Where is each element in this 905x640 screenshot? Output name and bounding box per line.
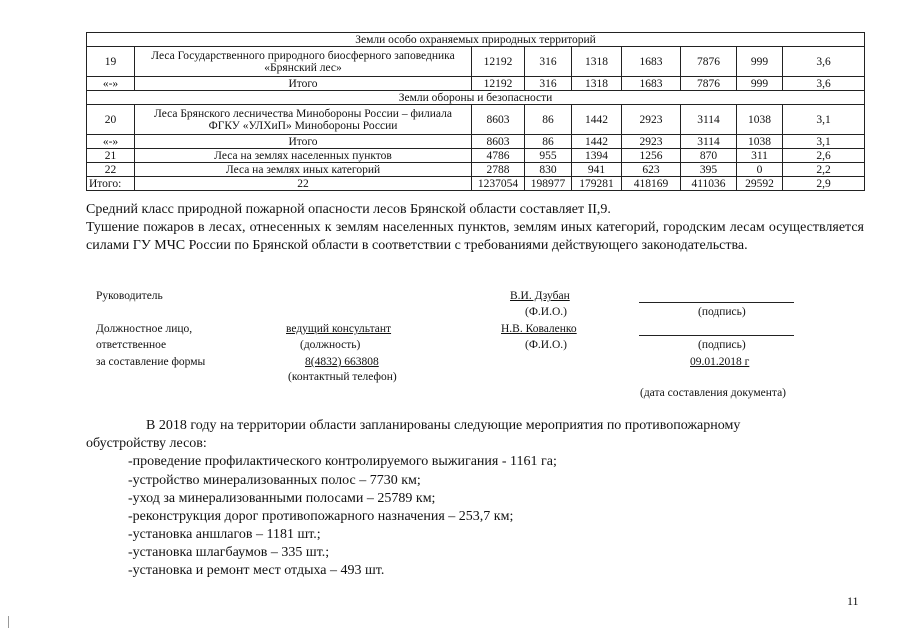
list-item: -устройство минерализованных полос – 7730 км; [128,473,421,488]
row-number: «-» [87,135,135,149]
extinguishing-text: Тушение пожаров в лесах, отнесенных к землям населенных пунктов, землям иных категорий, городским лесам осуществляется силами ГУ МЧС России по Брянской области в соответствии с требованиями действующего законодательства. [86,220,864,253]
list-item: -установка аншлагов – 1181 шт.; [128,527,321,542]
row-name: Леса на землях иных категорий [135,163,472,177]
head-fio-label: (Ф.И.О.) [525,306,567,318]
cell: 3114 [681,135,737,149]
cell: 870 [681,149,737,163]
official-position: ведущий консультант [286,323,392,335]
cell: 1442 [572,135,622,149]
list-item: -установка и ремонт мест отдыха – 493 шт. [128,563,385,578]
cell: 198977 [525,177,572,191]
row-number: 20 [87,105,135,135]
cell: 1256 [622,149,681,163]
row-number: 21 [87,149,135,163]
cell: 955 [525,149,572,163]
table-row [87,105,865,135]
document-date: 09.01.2018 г [690,356,750,368]
cell: 2,6 [783,149,865,163]
forest-fire-table [86,32,865,191]
cell: 3,6 [783,47,865,77]
cell: 2,9 [783,177,865,191]
official-name: Н.В. Коваленко [501,323,577,335]
official-label-line3: за составление формы [96,356,206,368]
cell: 86 [525,105,572,135]
cell: 7876 [681,77,737,91]
cell: 8603 [472,135,525,149]
official-label-line1: Должностное лицо, [96,323,193,335]
row-name: Леса на землях населенных пунктов [135,149,472,163]
cell: 1237054 [472,177,525,191]
cell: 395 [681,163,737,177]
cell: 1683 [622,47,681,77]
cell: 316 [525,77,572,91]
cell: 4786 [472,149,525,163]
cell: 1442 [572,105,622,135]
avg-class-text: Средний класс природной пожарной опасности лесов Брянской области составляет II,9. [86,202,611,217]
cell: 999 [737,47,783,77]
row-name: 22 [135,177,472,191]
row-name: Итого [135,77,472,91]
cell: 411036 [681,177,737,191]
plans-intro-line2: обустройству лесов: [86,436,207,451]
cell: 179281 [572,177,622,191]
cell: 999 [737,77,783,91]
table-row [87,135,865,149]
phone-label: (контактный телефон) [288,371,397,383]
table-total-row [87,177,865,191]
head-name: В.И. Дзубан [510,290,570,302]
row-number: «-» [87,77,135,91]
section-header-row [87,91,865,105]
cell: 29592 [737,177,783,191]
cell: 3,1 [783,135,865,149]
cell: 623 [622,163,681,177]
official-sign-label: (подпись) [698,339,746,351]
cell: 1038 [737,135,783,149]
section-title: Земли обороны и безопасности [87,91,865,105]
row-number: Итого: [87,177,135,191]
cell: 830 [525,163,572,177]
contact-phone: 8(4832) 663808 [305,356,379,368]
plans-intro-line1: В 2018 году на территории области запланированы следующие мероприятия по противопожарному [146,418,741,433]
cell: 311 [737,149,783,163]
table-row [87,77,865,91]
row-name: Леса Брянского лесничества Минобороны России – филиала ФГКУ «УЛХиП» Минобороны России [135,105,472,135]
cell: 1038 [737,105,783,135]
list-item: -проведение профилактического контролируемого выжигания - 1161 га; [128,454,557,469]
table-row [87,163,865,177]
row-name: Итого [135,135,472,149]
cell: 8603 [472,105,525,135]
official-signature-line [639,335,794,336]
official-fio-label: (Ф.И.О.) [525,339,567,351]
list-item: -установка шлагбаумов – 335 шт.; [128,545,330,560]
section-title: Земли особо охраняемых природных территорий [87,33,865,47]
cell: 418169 [622,177,681,191]
cell: 3114 [681,105,737,135]
cell: 2923 [622,135,681,149]
cell: 1683 [622,77,681,91]
cell: 941 [572,163,622,177]
position-label: (должность) [300,339,361,351]
cell: 12192 [472,47,525,77]
head-label: Руководитель [96,290,163,302]
scan-margin-mark [8,616,9,628]
row-name: Леса Государственного природного биосферного заповедника «Брянский лес» [135,47,472,77]
official-label-line2: ответственное [96,339,167,351]
cell: 2923 [622,105,681,135]
cell: 3,1 [783,105,865,135]
table-row [87,149,865,163]
cell: 0 [737,163,783,177]
cell: 1318 [572,47,622,77]
cell: 7876 [681,47,737,77]
cell: 12192 [472,77,525,91]
cell: 2788 [472,163,525,177]
date-label: (дата составления документа) [640,387,787,399]
table-row [87,47,865,77]
row-number: 19 [87,47,135,77]
cell: 2,2 [783,163,865,177]
page-number: 11 [847,594,859,608]
cell: 3,6 [783,77,865,91]
cell: 1394 [572,149,622,163]
cell: 1318 [572,77,622,91]
list-item: -реконструкция дорог противопожарного назначения – 253,7 км; [128,509,514,524]
cell: 86 [525,135,572,149]
cell: 316 [525,47,572,77]
list-item: -уход за минерализованными полосами – 25789 км; [128,491,436,506]
head-sign-label: (подпись) [698,306,746,318]
section-header-row [87,33,865,47]
head-signature-line [639,302,794,303]
row-number: 22 [87,163,135,177]
